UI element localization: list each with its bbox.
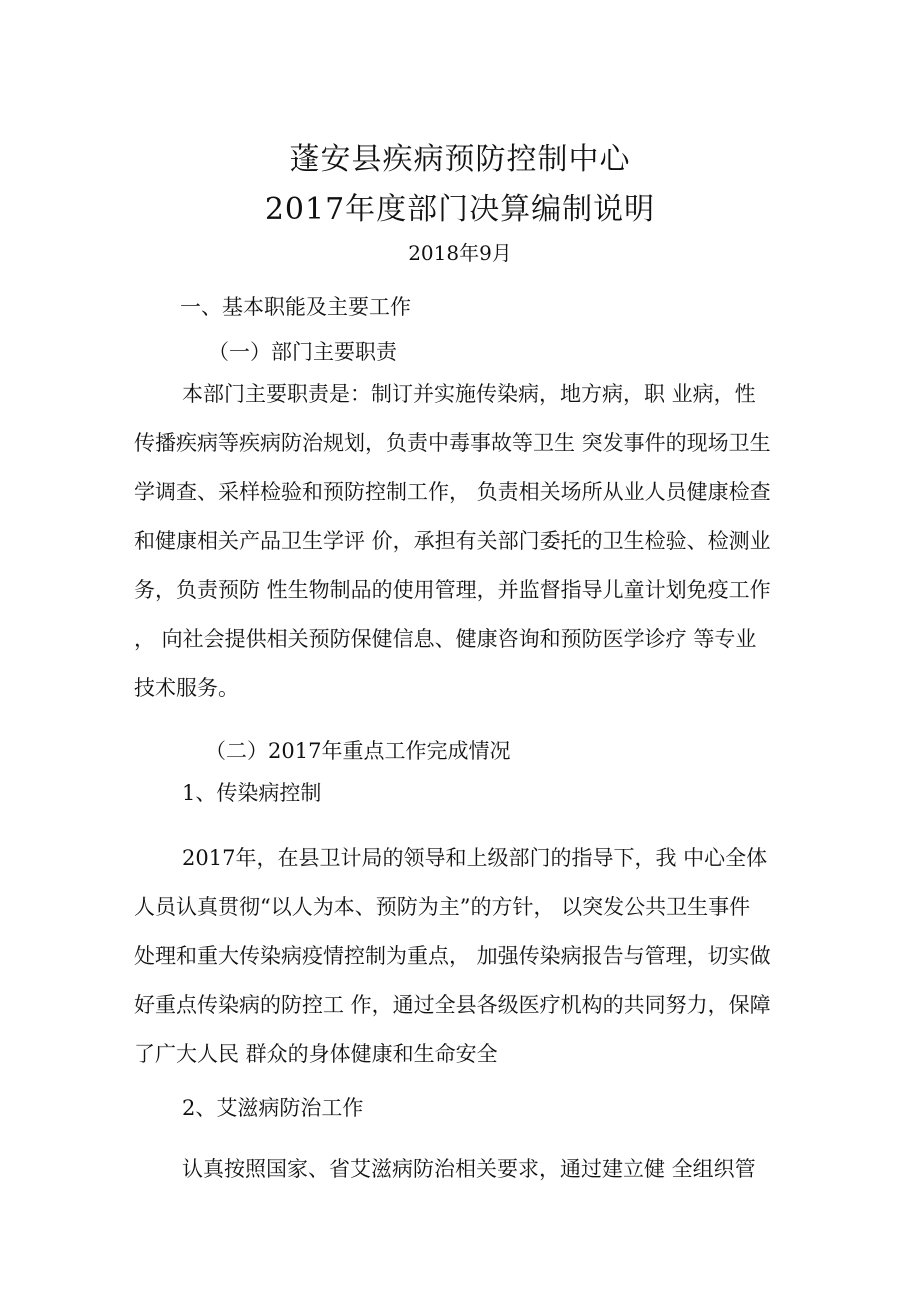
item-2-heading: 2、艾滋病防治工作	[182, 1096, 364, 1120]
document-date: 2018年9月	[408, 241, 512, 265]
paragraph-line: 好重点传染病的防控工 作，通过全县各级医疗机构的共同努力，保障	[134, 993, 771, 1017]
paragraph-line: ， 向社会提供相关预防保健信息、健康咨询和预防医学诊疗 等专业	[134, 627, 757, 651]
paragraph-line: 2017年，在县卫计局的领导和上级部门的指导下，我 中心全体	[182, 846, 768, 870]
document-title-line-1: 蓬安县疾病预防控制中心	[289, 142, 631, 177]
paragraph-line: 技术服务。	[134, 676, 239, 700]
subsection-2-heading: （二）2017年重点工作完成情况	[205, 739, 511, 763]
paragraph-line: 和健康相关产品卫生学评 价，承担有关部门委托的卫生检验、检测业	[134, 529, 771, 553]
paragraph-line: 务，负责预防 性生物制品的使用管理，并监督指导儿童计划免疫工作	[134, 578, 771, 602]
paragraph-line: 传播疾病等疾病防治规划，负责中毒事故等卫生 突发事件的现场卫生	[134, 431, 771, 455]
paragraph-line: 了广大人民 群众的身体健康和生命安全	[134, 1042, 498, 1066]
paragraph-line: 本部门主要职责是：制订并实施传染病，地方病，职 业病，性	[182, 382, 756, 406]
section-1-heading: 一、基本职能及主要工作	[180, 295, 411, 319]
item-1-paragraph	[134, 834, 774, 1079]
paragraph-line: 学调查、采样检验和预防控制工作， 负责相关场所从业人员健康检查	[134, 480, 771, 504]
document-title-line-2: 2017年度部门决算编制说明	[264, 192, 656, 227]
subsection-1-paragraph	[134, 370, 774, 713]
subsection-1-heading: （一）部门主要职责	[208, 340, 397, 364]
paragraph-line: 认真按照国家、省艾滋病防治相关要求，通过建立健 全组织管	[182, 1157, 756, 1181]
item-2-paragraph	[134, 1145, 774, 1194]
item-1-heading: 1、传染病控制	[182, 781, 322, 805]
paragraph-line: 人员认真贯彻“以人为本、预防为主”的方针， 以突发公共卫生事件	[134, 895, 751, 919]
paragraph-line: 处理和重大传染病疫情控制为重点， 加强传染病报告与管理，切实做	[134, 944, 771, 968]
